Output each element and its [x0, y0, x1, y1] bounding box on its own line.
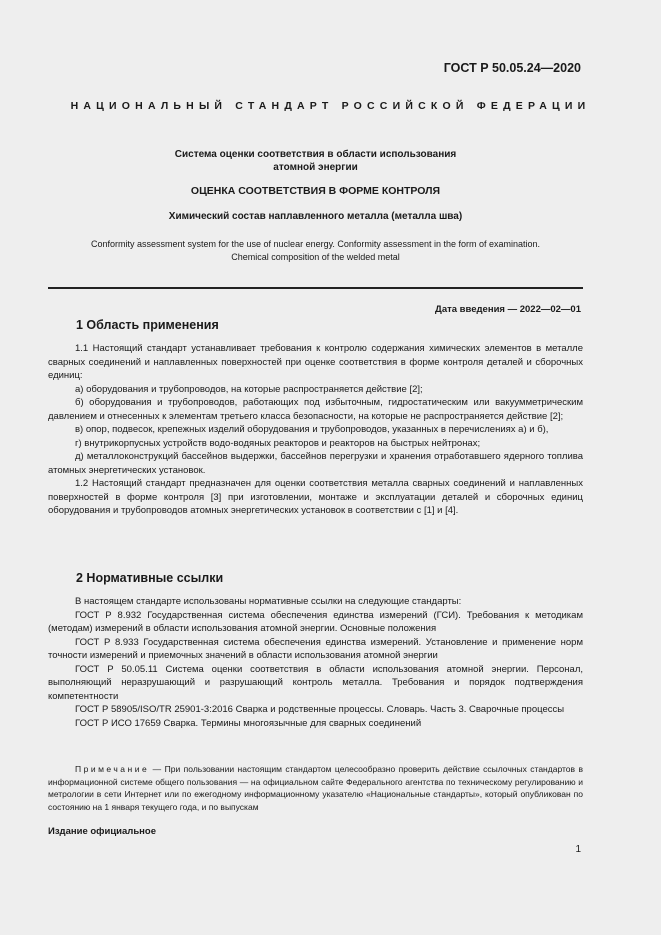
english-title-line-1: Conformity assessment system for the use of nuclear energy. Conformity assessment in the form of examination.	[90, 239, 541, 249]
note-text: — При пользовании настоящим стандартом целесообразно проверить действие ссылочных стандартов в информационной системе общего пользования — на официальном сайте Федерального агентства по техническому регулированию и метрологии в сети Интернет или по ежегодному информационному указателю «Национальные стандарты», который опубликован по состоянию на 1 января текущего года, и по выпускам	[48, 764, 583, 812]
list-item: в) опор, подвесок, крепежных изделий оборудования и трубопроводов, указанных в перечислениях а) и б),	[75, 424, 549, 435]
reference-item: ГОСТ Р ИСО 17659 Сварка. Термины многоязычные для сварных соединений	[75, 717, 422, 729]
list-item: б) оборудования и трубопроводов, работающих под избыточным, гидростатическим или вакуумметрическим давлением и отнесенных к элементам третьего класса безопасности, на которые не распространяется действие [2];	[48, 397, 583, 422]
english-title	[48, 238, 583, 264]
list-item: а) оборудования и трубопроводов, на которые распространяется действие [2];	[75, 383, 423, 395]
system-title-line-1: Система оценки соответствия в области использования	[174, 149, 457, 160]
note-label: Примечание	[75, 764, 150, 774]
introduction-date: Дата введения — 2022—02—01	[435, 304, 581, 315]
system-title	[48, 148, 583, 174]
list-item: д) металлоконструкций бассейнов выдержки, бассейнов перегрузки и хранения отработавшего ядерного топлива атомных энергетических установок.	[48, 451, 583, 476]
reference-item: ГОСТ Р 50.05.11 Система оценки соответствия в области использования атомной энергии. Персонал, выполняющий неразрушающий и разрушающий контроль металла. Требования и порядок подтверждения компетентности	[48, 663, 583, 702]
title-divider	[48, 287, 583, 289]
list-item: г) внутрикорпусных устройств водо-водяных реакторов и реакторов на быстрых нейтронах;	[75, 437, 481, 449]
section-1-heading: 1 Область применения	[76, 318, 219, 332]
section-1-body	[48, 342, 583, 518]
paragraph: В настоящем стандарте использованы нормативные ссылки на следующие стандарты:	[75, 596, 462, 607]
reference-item: ГОСТ Р 8.933 Государственная система обеспечения единства измерений. Установление и применение норм точности измерений и приемочных значений в области использования атомной энергии	[48, 636, 583, 661]
reference-item: ГОСТ Р 58905/ISO/TR 25901-3:2016 Сварка и родственные процессы. Словарь. Часть 3. Сварочные процессы	[75, 704, 565, 715]
main-title: ОЦЕНКА СООТВЕТСТВИЯ В ФОРМЕ КОНТРОЛЯ	[190, 185, 441, 197]
paragraph: 1.1 Настоящий стандарт устанавливает требования к контролю содержания химических элементов в металле сварных соединений и наплавленных поверхностей при оценке соответствия в форме контроля деталей и сборочных единиц:	[48, 343, 583, 381]
official-edition-label: Издание официальное	[48, 826, 156, 837]
national-standard-banner: НАЦИОНАЛЬНЫЙ СТАНДАРТ РОССИЙСКОЙ ФЕДЕРАЦИИ	[70, 100, 591, 112]
note-block	[48, 763, 583, 813]
section-2-heading: 2 Нормативные ссылки	[76, 571, 224, 585]
note-paragraph	[48, 763, 583, 813]
page-number: 1	[575, 844, 581, 855]
section-2-body	[48, 595, 583, 730]
english-title-line-2: Chemical composition of the welded metal	[231, 252, 400, 262]
sub-title: Химический состав наплавленного металла (металла шва)	[168, 211, 463, 222]
document-number: ГОСТ Р 50.05.24—2020	[443, 61, 581, 75]
paragraph: 1.2 Настоящий стандарт предназначен для оценки соответствия металла сварных соединений и наплавленных поверхностей в форме контроля [3] при изготовлении, монтаже и эксплуатации деталей и сборочных единиц оборудования и трубопроводов атомных энергетических установок в соответствии с [1] и [4].	[48, 478, 583, 516]
system-title-line-2: атомной энергии	[273, 162, 358, 173]
reference-item: ГОСТ Р 8.932 Государственная система обеспечения единства измерений (ГСИ). Требования к методикам (методам) измерений в области использования атомной энергии. Основные положения	[48, 609, 583, 634]
